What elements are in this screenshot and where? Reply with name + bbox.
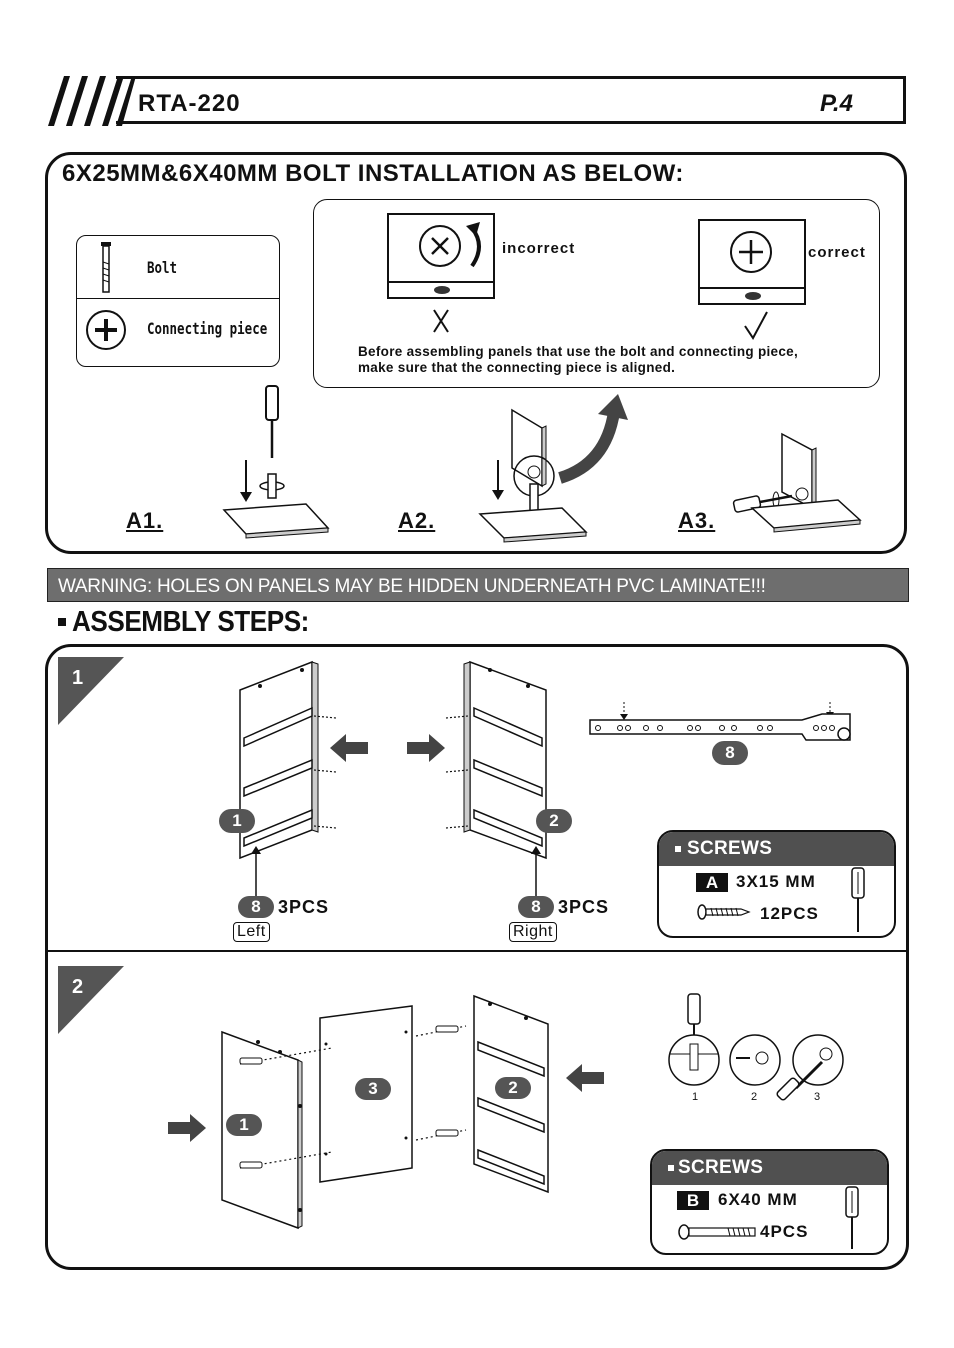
screws-a-quantity: 12PCS (760, 904, 819, 923)
screws-a-bullet (675, 846, 681, 852)
left-slide-quantity: 3PCS (278, 897, 330, 917)
step-a1-label: A1. (126, 508, 164, 533)
incorrect-label: incorrect (502, 240, 576, 257)
left-side-label: Left (233, 922, 270, 942)
arrow-into-left-panel (166, 1114, 206, 1142)
detail-step-2: 2 (751, 1091, 758, 1103)
arrow-left (330, 734, 370, 762)
screws-a-title: SCREWS (687, 838, 773, 859)
title-bullet (58, 618, 66, 626)
drawer-slide-part-badge: 8 (712, 741, 748, 765)
right-side-label: Right (509, 922, 557, 942)
right-panel-part-badge: 2 (536, 809, 572, 833)
step2-left-panel-badge: 1 (226, 1114, 262, 1136)
legend-connecting-piece-label: Connecting piece (147, 319, 268, 338)
alignment-note-line-1: Before assembling panels that use the bolt and connecting piece, (358, 344, 799, 359)
left-slide-part-badge: 8 (238, 896, 274, 918)
bolt-guide-lines (236, 1020, 472, 1180)
legend-divider (76, 298, 280, 299)
step2-right-panel-badge: 2 (495, 1077, 531, 1099)
arrow-into-right-panel (566, 1064, 606, 1092)
screwdriver-icon (849, 866, 867, 936)
right-slide-part-badge: 8 (518, 896, 554, 918)
legend-bolt-label: Bolt (147, 258, 178, 277)
screws-a-code: A (696, 873, 728, 892)
bolt-icon (96, 240, 116, 296)
screws-b-bullet (668, 1165, 674, 1171)
step-a2-illustration (478, 394, 648, 546)
step-1-corner-marker (58, 657, 124, 725)
screw-icon (697, 904, 751, 920)
right-side-panel-drawing (440, 660, 552, 860)
warning-text: WARNING: HOLES ON PANELS MAY BE HIDDEN UNDERNEATH PVC LAMINATE!!! (58, 576, 766, 597)
right-slide-quantity: 3PCS (558, 897, 610, 917)
page-number: P.4 (820, 90, 853, 117)
left-panel-part-badge: 1 (219, 809, 255, 833)
screws-b-quantity: 4PCS (760, 1222, 809, 1241)
left-slide-pointer (250, 846, 262, 900)
detail-step-1: 1 (692, 1091, 699, 1103)
step2-back-panel-badge: 3 (355, 1078, 391, 1100)
connecting-piece-icon (84, 308, 128, 352)
screws-b-code: B (677, 1191, 709, 1210)
screws-a-spec: 3X15 MM (736, 872, 816, 891)
step-2-number: 2 (72, 976, 84, 998)
arrow-right (405, 734, 445, 762)
step-a3-label: A3. (678, 508, 716, 533)
bolt-b-icon (678, 1224, 758, 1240)
step-1-number: 1 (72, 667, 84, 689)
screws-b-spec: 6X40 MM (718, 1190, 798, 1209)
screws-b-header (652, 1151, 887, 1185)
bolt-installation-title: 6X25MM&6X40MM BOLT INSTALLATION AS BELOW: (62, 160, 684, 187)
step-2-corner-marker (58, 966, 124, 1034)
bolt-detail-steps-drawing (666, 992, 850, 1102)
alignment-note-line-2: make sure that the connecting piece is aligned. (358, 360, 676, 375)
screws-b-title: SCREWS (678, 1157, 764, 1178)
step-divider (45, 950, 909, 952)
incorrect-alignment-illustration (386, 210, 498, 338)
step-a2-label: A2. (398, 508, 436, 533)
step-a3-illustration (732, 430, 864, 534)
right-slide-pointer (530, 846, 542, 900)
assembly-steps-title: ASSEMBLY STEPS: (72, 606, 309, 638)
correct-alignment-illustration (697, 218, 809, 344)
correct-label: correct (808, 244, 866, 261)
screws-a-header (659, 832, 894, 866)
model-number: RTA-220 (138, 90, 241, 117)
detail-step-3: 3 (814, 1091, 821, 1103)
screwdriver-b-icon (843, 1185, 861, 1253)
step-a1-illustration (220, 384, 332, 546)
